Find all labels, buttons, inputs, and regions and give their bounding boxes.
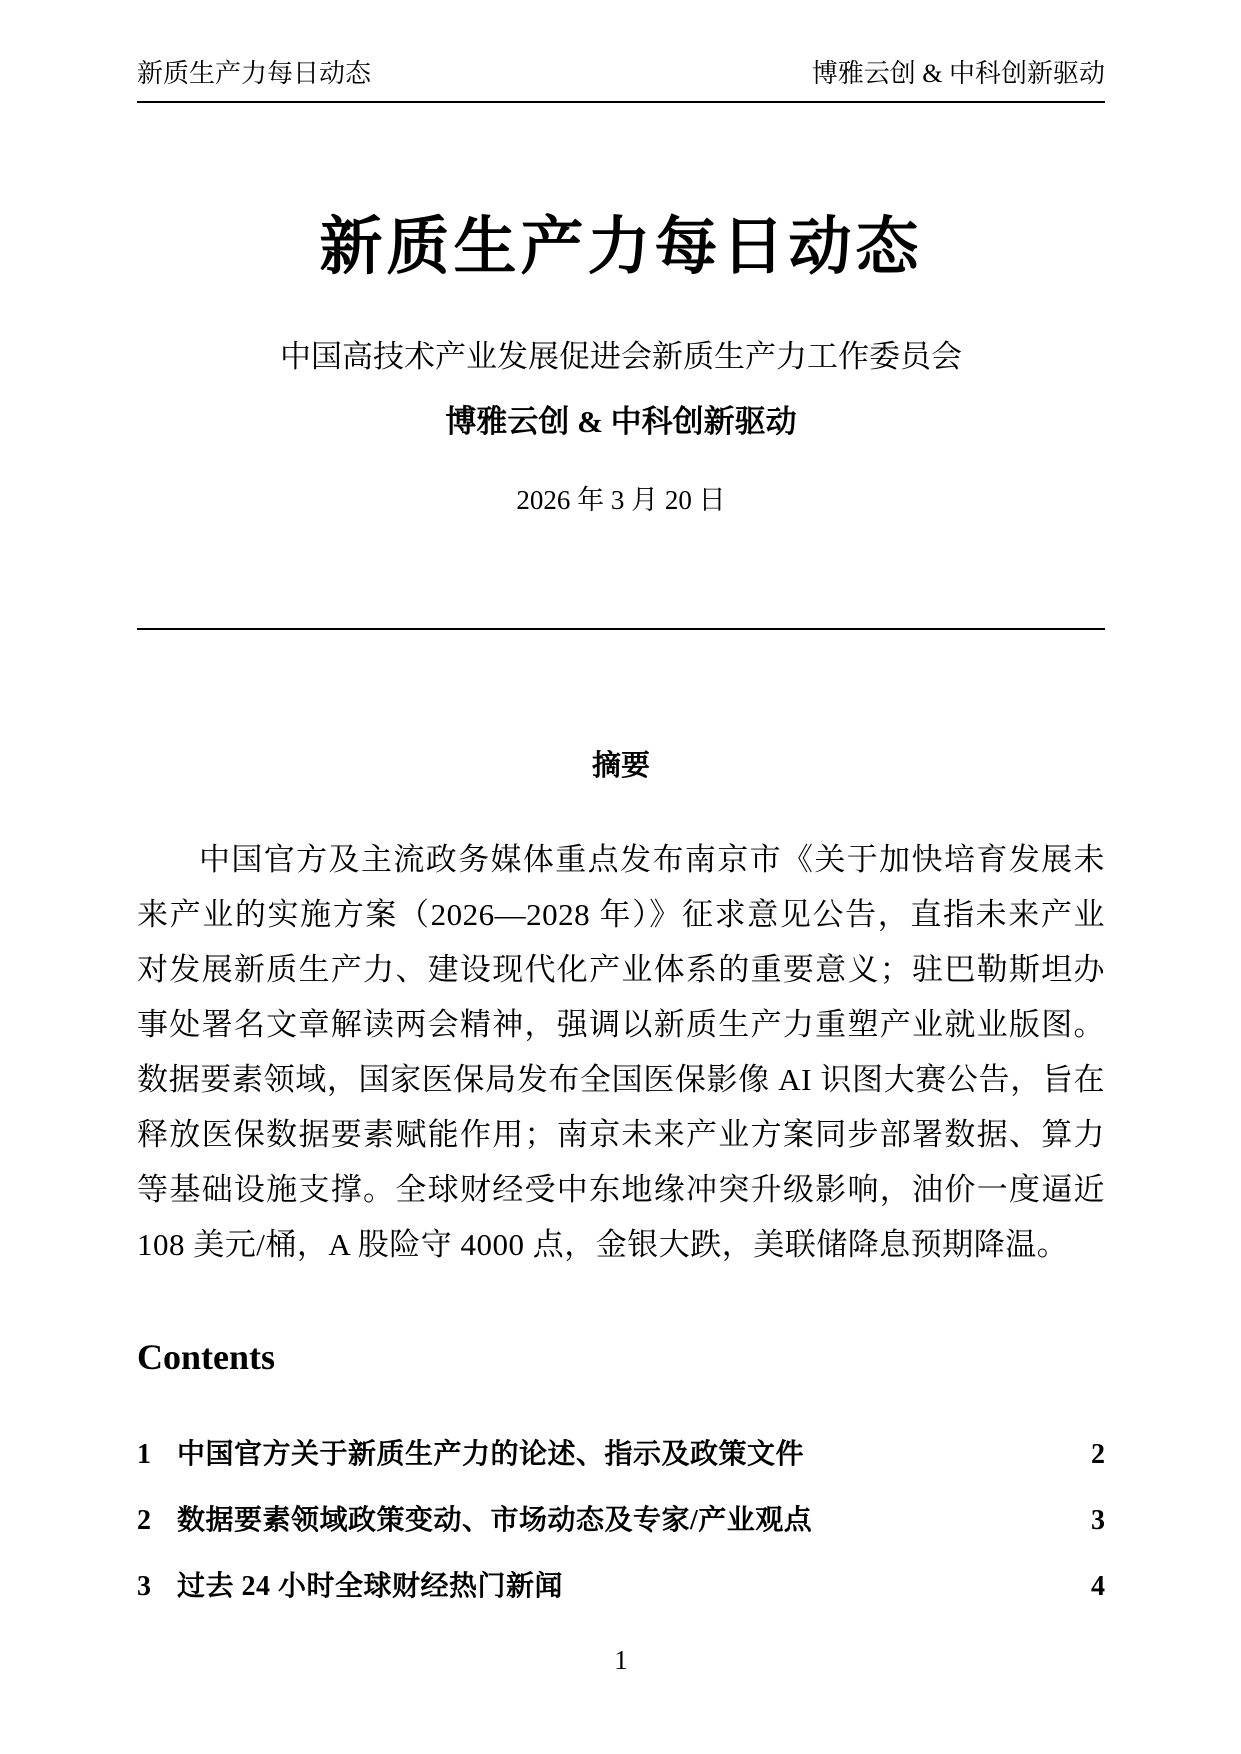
toc-entry-1[interactable]	[137, 1437, 1105, 1473]
abstract-heading: 摘要	[591, 750, 650, 782]
organization-line: 中国高技术产业发展促进会新质生产力工作委员会	[280, 339, 962, 374]
toc-entry-3[interactable]	[137, 1569, 1105, 1605]
toc-entry-number: 1	[137, 1439, 151, 1470]
toc-entry-page: 2	[1091, 1439, 1105, 1470]
document-title: 新质生产力每日动态	[319, 212, 923, 282]
toc-entry-title: 中国官方关于新质生产力的论述、指示及政策文件	[177, 1439, 805, 1470]
toc-entry-number: 2	[137, 1505, 151, 1536]
toc-heading: Contents	[137, 1337, 276, 1377]
date-line: 2026 年 3 月 20 日	[516, 485, 726, 515]
toc-entry-title: 过去 24 小时全球财经热门新闻	[177, 1571, 564, 1602]
toc-entry-number: 3	[137, 1571, 151, 1602]
toc-entry-page: 3	[1091, 1505, 1105, 1536]
authors-line: 博雅云创 & 中科创新驱动	[445, 404, 797, 439]
running-header	[137, 58, 1105, 103]
toc-entry-page: 4	[1091, 1571, 1105, 1602]
page-number: 1	[614, 1645, 628, 1675]
abstract-paragraph: 中国官方及主流政务媒体重点发布南京市《关于加快培育发展未来产业的实施方案（2026—2028 年）》征求意见公告，直指未来产业对发展新质生产力、建设现代化产业体系的重要意义；驻巴勒斯坦办事处署名文章解读两会精神，强调以新质生产力重塑产业就业版图。数据要素领域，国家医保局发布全国医保影像 AI 识图大赛公告，旨在释放医保数据要素赋能作用；南京未来产业方案同步部署数据、算力等基础设施支撑。全球财经受中东地缘冲突升级影响，油价一度逼近 108 美元/桶，A 股险守 4000 点，金银大跌，美联储降息预期降温。	[137, 842, 1105, 1262]
header-right-authors: 博雅云创 & 中科创新驱动	[811, 59, 1105, 88]
toc-entry-title: 数据要素领域政策变动、市场动态及专家/产业观点	[177, 1505, 813, 1536]
toc-entry-2[interactable]	[137, 1503, 1105, 1539]
header-left-title: 新质生产力每日动态	[137, 59, 372, 88]
title-separator-rule	[137, 628, 1105, 630]
